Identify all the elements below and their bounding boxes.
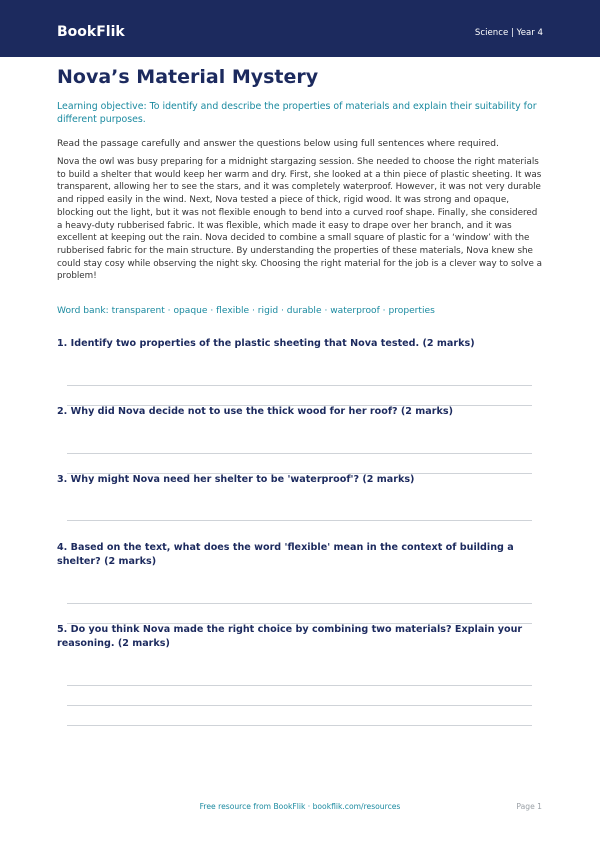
answer-line[interactable]: [67, 685, 532, 686]
brand-logo-text: BookFlik: [57, 24, 125, 40]
reading-passage: Nova the owl was busy preparing for a midnight stargazing session. She needed to choose the right materials to build a shelter that would keep her warm and dry. First, she looked at a thin piece of plastic sheeting. It was transparent, allowing her to see the stars, and it was completely waterproof. However, it was not very durable and ripped easily in the wind. Next, Nova tested a piece of thick, rigid wood. It was strong and opaque, blocking out the light, but it was not flexible enough to bend into a curved roof shape. Finally, she considered a heavy-duty rubberised fabric. It was flexible, which made it easy to drape over her branch, and it was excellent at keeping out the rain. Nova decided to combine a small square of plastic for a ‘window’ with the rubberised fabric for the main structure. By understanding the properties of these materials, Nova knew she could stay cosy while observing the night sky. Choosing the right material for the job is a clever way to solve a problem!: [57, 157, 543, 282]
question-1: 1. Identify two properties of the plastic sheeting that Nova tested. (2 marks): [57, 338, 475, 349]
learning-objective: Learning objective: To identify and describe the properties of materials and explain their suitability for different purposes.: [57, 101, 537, 125]
footer-resource-link[interactable]: Free resource from BookFlik · bookflik.com/resources: [199, 802, 401, 811]
answer-line[interactable]: [67, 520, 532, 521]
answer-line[interactable]: [67, 705, 532, 706]
page-header: [0, 0, 600, 57]
answer-line[interactable]: [67, 725, 532, 726]
answer-line[interactable]: [67, 453, 532, 454]
question-5: 5. Do you think Nova made the right choice by combining two materials? Explain your reasoning. (2 marks): [57, 624, 523, 649]
instructions: Read the passage carefully and answer the questions below using full sentences where required.: [57, 139, 499, 149]
answer-line[interactable]: [67, 385, 532, 386]
question-2: 2. Why did Nova decide not to use the thick wood for her roof? (2 marks): [57, 406, 453, 417]
question-4: 4. Based on the text, what does the word 'flexible' mean in the context of building a shelter? (2 marks): [57, 542, 514, 567]
answer-line[interactable]: [67, 603, 532, 604]
subject-year-label: Science | Year 4: [474, 28, 543, 38]
worksheet-title: Nova’s Material Mystery: [57, 66, 319, 88]
page-number: Page 1: [516, 802, 542, 811]
word-bank: Word bank: transparent · opaque · flexible · rigid · durable · waterproof · properties: [57, 306, 435, 316]
question-3: 3. Why might Nova need her shelter to be 'waterproof'? (2 marks): [57, 474, 415, 485]
